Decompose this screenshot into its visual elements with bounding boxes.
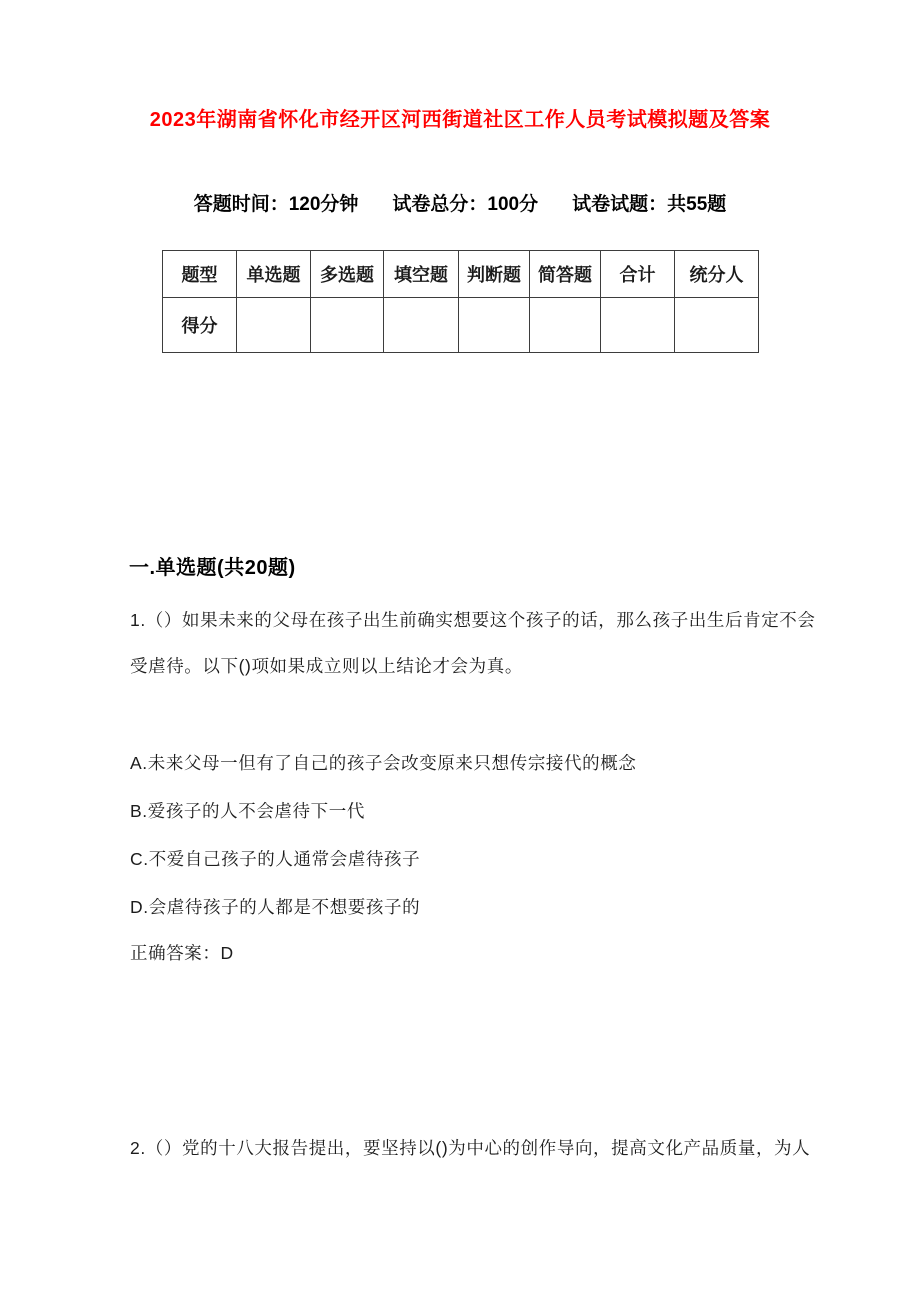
question-1-option-c: C.不爱自己孩子的人通常会虐待孩子: [130, 849, 421, 869]
score-cell-empty: [601, 298, 675, 353]
header-cell-question-type: 题型: [163, 251, 237, 298]
question-1-text-line-2: 受虐待。以下()项如果成立则以上结论才会为真。: [130, 656, 523, 676]
question-1-text-line-1: 1.（）如果未来的父母在孩子出生前确实想要这个孩子的话，那么孩子出生后肯定不会: [130, 610, 816, 630]
header-cell-total: 合计: [601, 251, 675, 298]
header-cell-score-counter: 统分人: [675, 251, 759, 298]
header-cell-true-false: 判断题: [459, 251, 530, 298]
score-cell-empty: [530, 298, 601, 353]
score-table-header-row: [163, 251, 759, 298]
question-1-option-d: D.会虐待孩子的人都是不想要孩子的: [130, 897, 421, 917]
score-cell-empty: [459, 298, 530, 353]
score-table-score-row: [163, 298, 759, 353]
header-cell-single-choice: 单选题: [237, 251, 311, 298]
page-title: 2023年湖南省怀化市经开区河西街道社区工作人员考试模拟题及答案: [149, 109, 771, 131]
score-cell-empty: [311, 298, 384, 353]
score-cell-empty: [675, 298, 759, 353]
exam-meta-line: [0, 189, 920, 216]
score-row-label: 得分: [163, 298, 237, 353]
header-cell-multi-choice: 多选题: [311, 251, 384, 298]
meta-total-score: 试卷总分：100分: [392, 194, 539, 215]
score-cell-empty: [237, 298, 311, 353]
question-2-text-line-1: 2.（）党的十八大报告提出，要坚持以()为中心的创作导向，提高文化产品质量，为人: [130, 1138, 811, 1158]
question-1-option-a: A.未来父母一但有了自己的孩子会改变原来只想传宗接代的概念: [130, 753, 637, 773]
header-cell-short-answer: 简答题: [530, 251, 601, 298]
question-1-option-b: B.爱孩子的人不会虐待下一代: [130, 801, 365, 821]
score-cell-empty: [384, 298, 459, 353]
header-cell-fill-blank: 填空题: [384, 251, 459, 298]
question-1-correct-answer: 正确答案：D: [130, 943, 234, 963]
meta-question-count: 试卷试题：共55题: [572, 194, 727, 215]
meta-answer-time: 答题时间：120分钟: [193, 194, 359, 215]
score-table: [162, 250, 759, 353]
section-heading: 一.单选题(共20题): [129, 557, 296, 579]
